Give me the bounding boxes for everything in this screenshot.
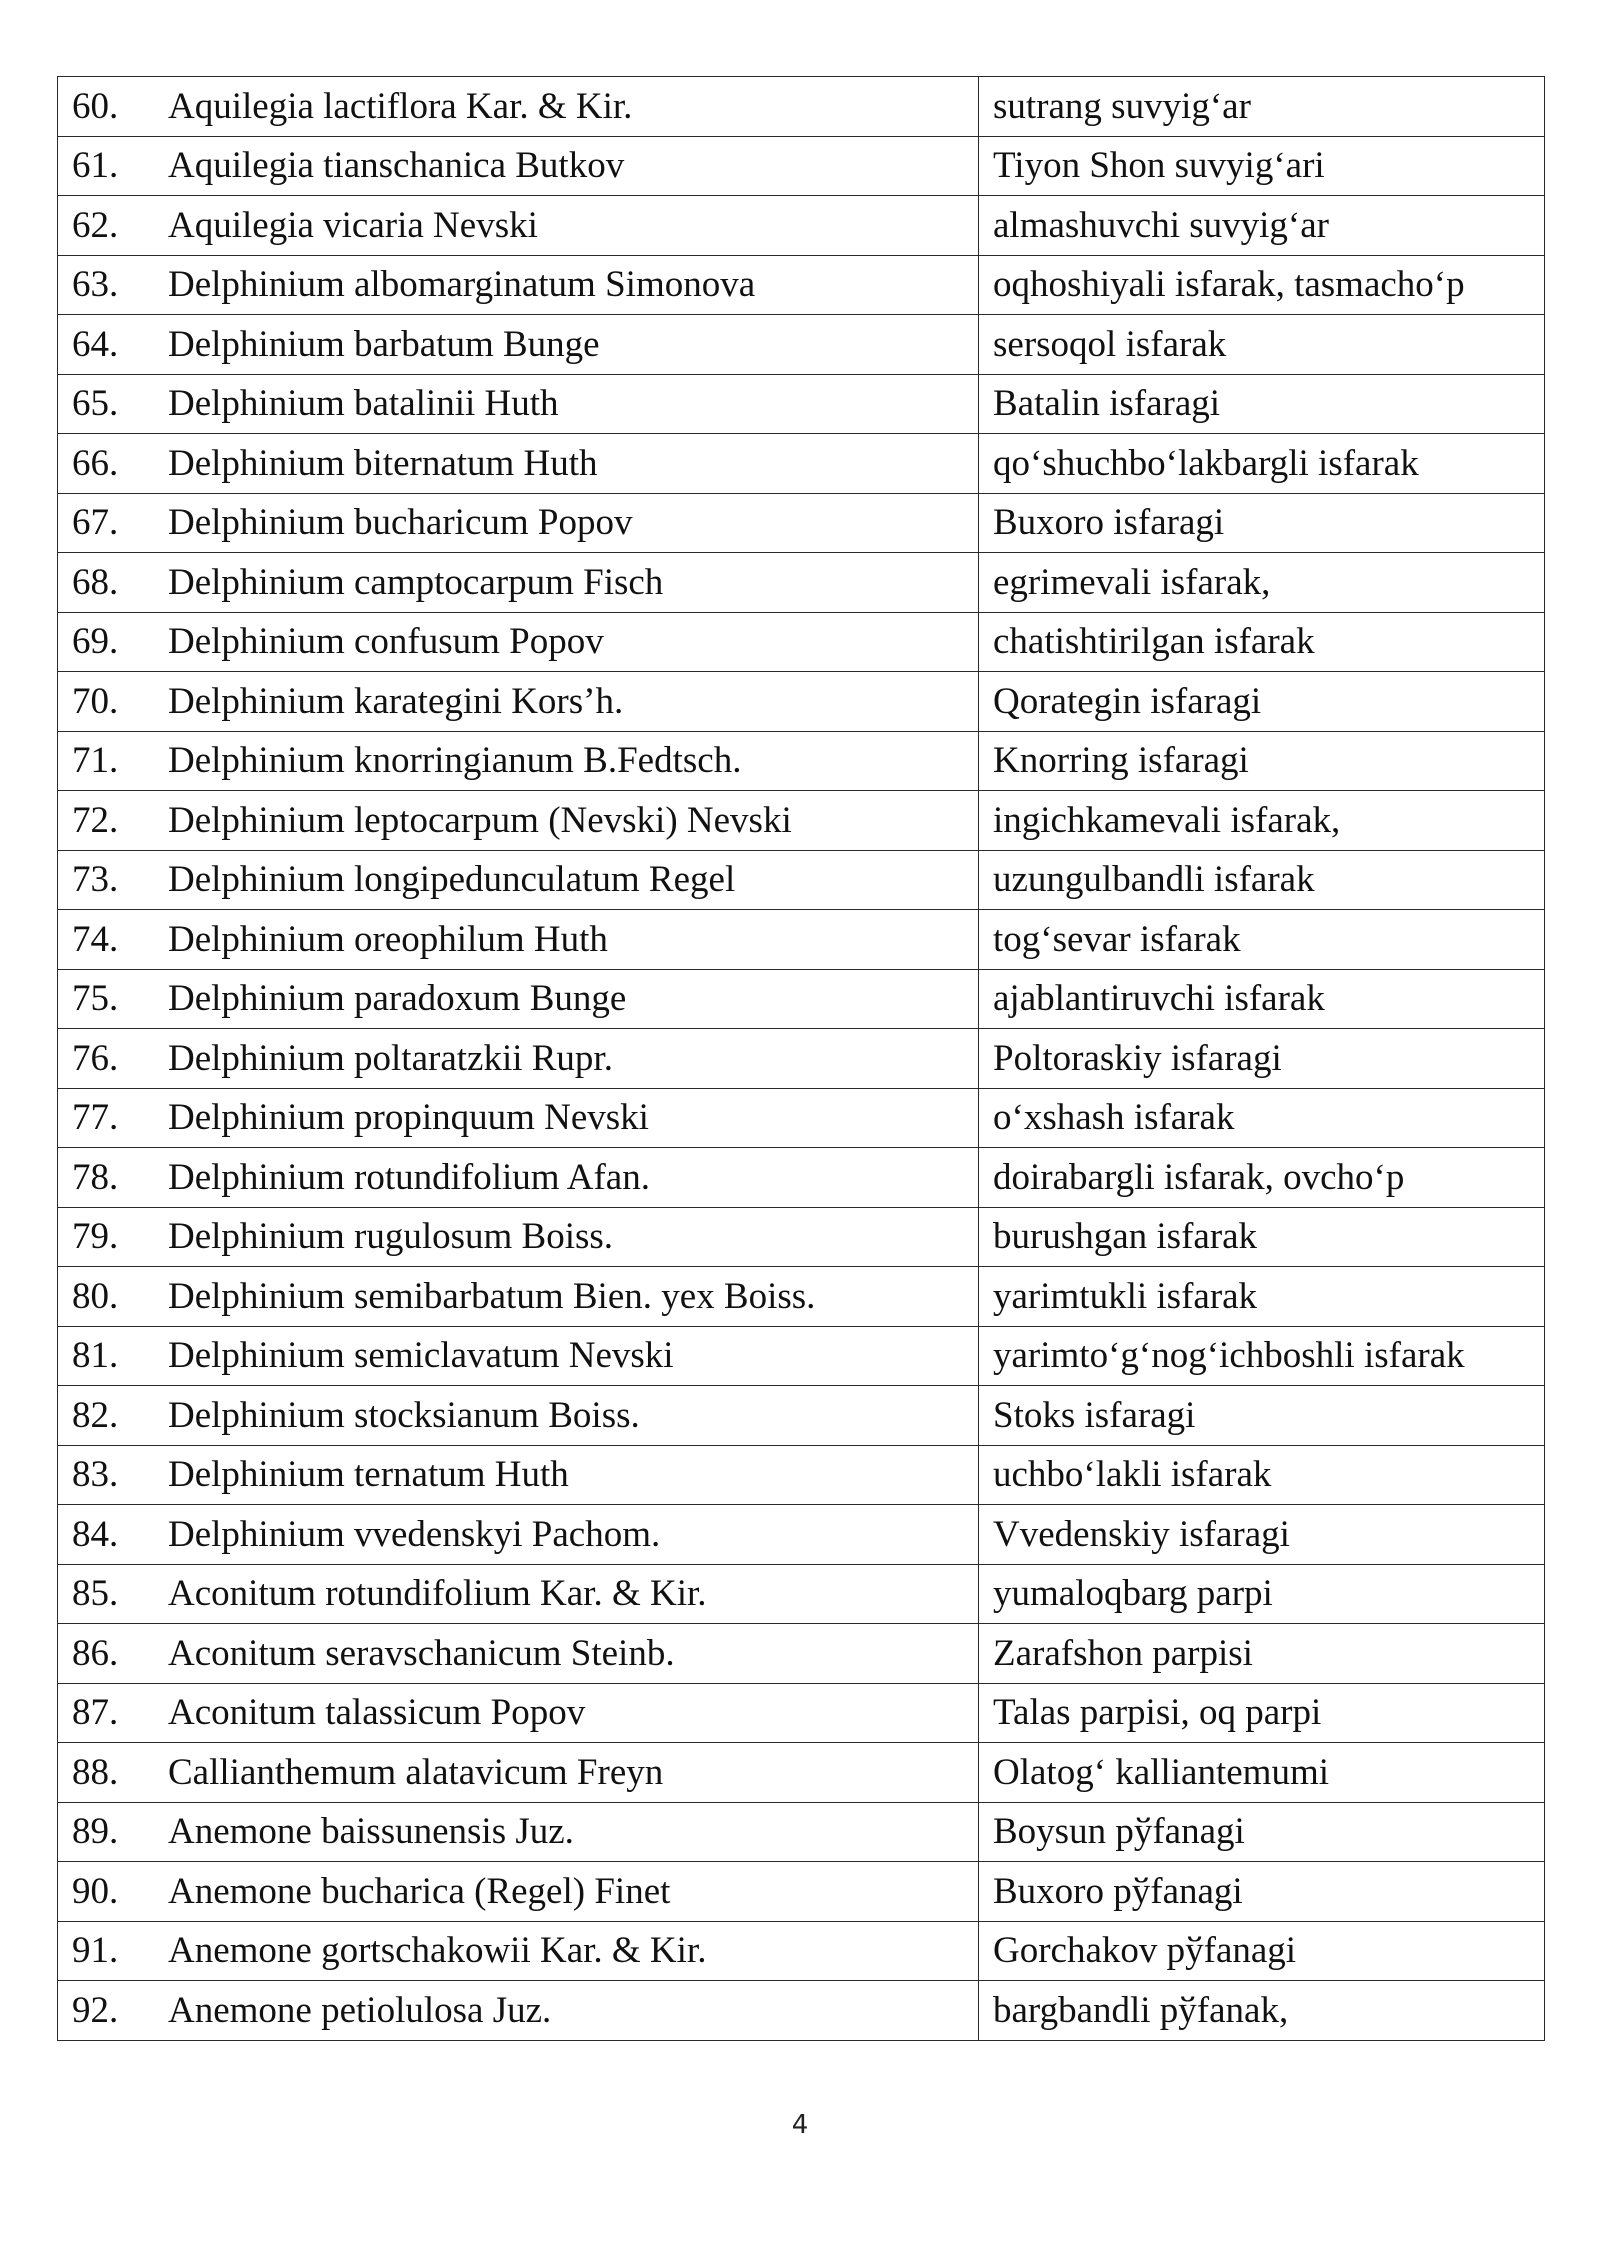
latin-name-cell	[58, 910, 979, 970]
local-name: bargbandli pўfanak,	[993, 1989, 1289, 2031]
local-name-cell	[979, 850, 1545, 910]
local-name: togʻsevar isfarak	[993, 918, 1241, 960]
latin-name-cell	[58, 77, 979, 137]
local-name: Tiyon Shon suvyigʻari	[993, 145, 1325, 187]
row-number: 70.	[72, 680, 119, 722]
local-name-cell	[979, 553, 1545, 613]
latin-name: Delphinium vvedenskyi Pachom.	[168, 1513, 661, 1555]
local-name: Boysun pўfanagi	[993, 1811, 1245, 1853]
table-row	[58, 315, 1545, 375]
latin-name: Anemone bucharica (Regel) Finet	[168, 1870, 671, 1912]
table-row	[58, 493, 1545, 553]
latin-name-cell	[58, 731, 979, 791]
latin-name-cell	[58, 315, 979, 375]
local-name-cell	[979, 1207, 1545, 1267]
row-number: 62.	[72, 204, 119, 246]
local-name-cell	[979, 196, 1545, 256]
latin-name-cell	[58, 196, 979, 256]
local-name: Gorchakov pўfanagi	[993, 1930, 1297, 1972]
table-row	[58, 791, 1545, 851]
page-number: 4	[791, 2110, 809, 2140]
row-number: 77.	[72, 1097, 119, 1139]
latin-name: Aconitum seravschanicum Steinb.	[168, 1632, 675, 1674]
table-row	[58, 255, 1545, 315]
latin-name: Anemone petiolulosa Juz.	[168, 1989, 552, 2031]
latin-name: Delphinium bucharicum Popov	[168, 502, 633, 544]
latin-name-cell	[58, 434, 979, 494]
species-table	[57, 76, 1545, 2041]
local-name-cell	[979, 1683, 1545, 1743]
table-row	[58, 1445, 1545, 1505]
table-row	[58, 1683, 1545, 1743]
local-name-cell	[979, 731, 1545, 791]
row-number: 69.	[72, 621, 119, 663]
row-number: 64.	[72, 323, 119, 365]
latin-name-cell	[58, 1683, 979, 1743]
local-name-cell	[979, 255, 1545, 315]
latin-name: Delphinium rugulosum Boiss.	[168, 1216, 614, 1258]
latin-name-cell	[58, 1981, 979, 2041]
row-number: 89.	[72, 1811, 119, 1853]
row-number: 84.	[72, 1513, 119, 1555]
local-name-cell	[979, 1326, 1545, 1386]
table-row	[58, 850, 1545, 910]
latin-name-cell	[58, 1029, 979, 1089]
local-name: Poltoraskiy isfaragi	[993, 1037, 1282, 1079]
row-number: 61.	[72, 145, 119, 187]
local-name-cell	[979, 1445, 1545, 1505]
row-number: 73.	[72, 859, 119, 901]
latin-name-cell	[58, 850, 979, 910]
local-name-cell	[979, 136, 1545, 196]
local-name-cell	[979, 612, 1545, 672]
latin-name: Aconitum talassicum Popov	[168, 1692, 586, 1734]
latin-name-cell	[58, 493, 979, 553]
table-row	[58, 1564, 1545, 1624]
local-name-cell	[979, 315, 1545, 375]
local-name-cell	[979, 1029, 1545, 1089]
latin-name-cell	[58, 1624, 979, 1684]
latin-name: Delphinium rotundifolium Afan.	[168, 1156, 650, 1198]
latin-name-cell	[58, 791, 979, 851]
table-row	[58, 1624, 1545, 1684]
latin-name: Callianthemum alatavicum Freyn	[168, 1751, 664, 1793]
latin-name: Delphinium knorringianum B.Fedtsch.	[168, 740, 742, 782]
latin-name-cell	[58, 1148, 979, 1208]
local-name-cell	[979, 1505, 1545, 1565]
latin-name-cell	[58, 1445, 979, 1505]
row-number: 71.	[72, 740, 119, 782]
row-number: 72.	[72, 799, 119, 841]
latin-name-cell	[58, 1207, 979, 1267]
latin-name: Delphinium paradoxum Bunge	[168, 978, 627, 1020]
table-row	[58, 731, 1545, 791]
table-row	[58, 553, 1545, 613]
table-row	[58, 374, 1545, 434]
row-number: 75.	[72, 978, 119, 1020]
local-name: chatishtirilgan isfarak	[993, 621, 1315, 663]
local-name: Buxoro pўfanagi	[993, 1870, 1243, 1912]
local-name: Vvedenskiy isfaragi	[993, 1513, 1290, 1555]
row-number: 88.	[72, 1751, 119, 1793]
row-number: 76.	[72, 1037, 119, 1079]
row-number: 82.	[72, 1394, 119, 1436]
latin-name-cell	[58, 1088, 979, 1148]
table-row	[58, 1088, 1545, 1148]
local-name-cell	[979, 791, 1545, 851]
latin-name: Delphinium propinquum Nevski	[168, 1097, 649, 1139]
row-number: 66.	[72, 442, 119, 484]
local-name: Buxoro isfaragi	[993, 502, 1225, 544]
local-name-cell	[979, 1921, 1545, 1981]
local-name: Qorategin isfaragi	[993, 680, 1262, 722]
row-number: 67.	[72, 502, 119, 544]
table-row	[58, 969, 1545, 1029]
row-number: 80.	[72, 1275, 119, 1317]
latin-name-cell	[58, 1802, 979, 1862]
latin-name: Delphinium semibarbatum Bien. yex Boiss.	[168, 1275, 816, 1317]
latin-name-cell	[58, 1326, 979, 1386]
local-name: ingichkamevali isfarak,	[993, 799, 1341, 841]
table-row	[58, 1326, 1545, 1386]
row-number: 90.	[72, 1870, 119, 1912]
local-name: almashuvchi suvyigʻar	[993, 204, 1329, 246]
row-number: 60.	[72, 85, 119, 127]
table-row	[58, 434, 1545, 494]
local-name-cell	[979, 493, 1545, 553]
local-name: Stoks isfaragi	[993, 1394, 1196, 1436]
latin-name-cell	[58, 1564, 979, 1624]
latin-name-cell	[58, 1743, 979, 1803]
latin-name: Delphinium barbatum Bunge	[168, 323, 600, 365]
local-name: uzungulbandli isfarak	[993, 859, 1315, 901]
latin-name-cell	[58, 1267, 979, 1327]
local-name: yarimtoʻgʻnogʻichboshli isfarak	[993, 1335, 1465, 1377]
latin-name: Delphinium camptocarpum Fisch	[168, 561, 664, 603]
row-number: 81.	[72, 1335, 119, 1377]
latin-name-cell	[58, 1505, 979, 1565]
local-name: Batalin isfaragi	[993, 383, 1221, 425]
latin-name-cell	[58, 969, 979, 1029]
local-name-cell	[979, 1624, 1545, 1684]
table-row	[58, 1207, 1545, 1267]
local-name-cell	[979, 374, 1545, 434]
latin-name: Delphinium oreophilum Huth	[168, 918, 608, 960]
latin-name: Delphinium albomarginatum Simonova	[168, 264, 756, 306]
local-name: yarimtukli isfarak	[993, 1275, 1258, 1317]
latin-name: Delphinium karategini Kors’h.	[168, 680, 624, 722]
local-name: Zarafshon parpisi	[993, 1632, 1253, 1674]
latin-name: Delphinium leptocarpum (Nevski) Nevski	[168, 799, 792, 841]
latin-name: Anemone gortschakowii Kar. & Kir.	[168, 1930, 707, 1972]
table-row	[58, 1981, 1545, 2041]
local-name-cell	[979, 910, 1545, 970]
latin-name: Anemone baissunensis Juz.	[168, 1811, 574, 1853]
local-name-cell	[979, 1743, 1545, 1803]
latin-name: Aquilegia lactiflora Kar. & Kir.	[168, 85, 633, 127]
row-number: 83.	[72, 1454, 119, 1496]
latin-name: Delphinium biternatum Huth	[168, 442, 598, 484]
local-name-cell	[979, 434, 1545, 494]
species-table-body	[58, 77, 1545, 2041]
latin-name: Aquilegia tianschanica Butkov	[168, 145, 625, 187]
latin-name-cell	[58, 553, 979, 613]
local-name-cell	[979, 1862, 1545, 1922]
table-row	[58, 1743, 1545, 1803]
table-row	[58, 910, 1545, 970]
table-row	[58, 1505, 1545, 1565]
local-name-cell	[979, 1564, 1545, 1624]
table-row	[58, 1267, 1545, 1327]
latin-name: Delphinium poltaratzkii Rupr.	[168, 1037, 613, 1079]
row-number: 74.	[72, 918, 119, 960]
row-number: 65.	[72, 383, 119, 425]
latin-name-cell	[58, 1386, 979, 1446]
row-number: 91.	[72, 1930, 119, 1972]
local-name-cell	[979, 1802, 1545, 1862]
table-row	[58, 1862, 1545, 1922]
table-row	[58, 1386, 1545, 1446]
latin-name-cell	[58, 612, 979, 672]
local-name-cell	[979, 1267, 1545, 1327]
row-number: 79.	[72, 1216, 119, 1258]
latin-name-cell	[58, 672, 979, 732]
latin-name-cell	[58, 255, 979, 315]
table-row	[58, 612, 1545, 672]
table-row	[58, 136, 1545, 196]
local-name: Knorring isfaragi	[993, 740, 1249, 782]
latin-name: Delphinium confusum Popov	[168, 621, 604, 663]
table-row	[58, 1921, 1545, 1981]
local-name: Talas parpisi, oq parpi	[993, 1692, 1322, 1734]
row-number: 86.	[72, 1632, 119, 1674]
table-row	[58, 196, 1545, 256]
latin-name: Delphinium batalinii Huth	[168, 383, 559, 425]
local-name: uchboʻlakli isfarak	[993, 1454, 1272, 1496]
latin-name: Delphinium longipedunculatum Regel	[168, 859, 736, 901]
local-name: yumaloqbarg parpi	[993, 1573, 1273, 1615]
latin-name-cell	[58, 374, 979, 434]
table-row	[58, 1148, 1545, 1208]
local-name: sutrang suvyigʻar	[993, 85, 1251, 127]
latin-name-cell	[58, 136, 979, 196]
table-row	[58, 1029, 1545, 1089]
local-name: doirabargli isfarak, ovchoʻp	[993, 1156, 1405, 1198]
local-name: oʻxshash isfarak	[993, 1097, 1235, 1139]
row-number: 87.	[72, 1692, 119, 1734]
latin-name: Delphinium stocksianum Boiss.	[168, 1394, 640, 1436]
row-number: 92.	[72, 1989, 119, 2031]
latin-name: Aconitum rotundifolium Kar. & Kir.	[168, 1573, 707, 1615]
row-number: 63.	[72, 264, 119, 306]
local-name-cell	[979, 1148, 1545, 1208]
local-name-cell	[979, 77, 1545, 137]
local-name-cell	[979, 1088, 1545, 1148]
local-name: burushgan isfarak	[993, 1216, 1258, 1258]
row-number: 68.	[72, 561, 119, 603]
local-name-cell	[979, 672, 1545, 732]
local-name: egrimevali isfarak,	[993, 561, 1271, 603]
latin-name-cell	[58, 1921, 979, 1981]
table-row	[58, 1802, 1545, 1862]
table-row	[58, 77, 1545, 137]
local-name: qoʻshuchboʻlakbargli isfarak	[993, 442, 1419, 484]
latin-name: Delphinium semiclavatum Nevski	[168, 1335, 674, 1377]
local-name-cell	[979, 969, 1545, 1029]
local-name: Olatogʻ kalliantemumi	[993, 1751, 1329, 1793]
local-name-cell	[979, 1386, 1545, 1446]
row-number: 85.	[72, 1573, 119, 1615]
latin-name: Aquilegia vicaria Nevski	[168, 204, 538, 246]
local-name: oqhoshiyali isfarak, tasmachoʻp	[993, 264, 1465, 306]
local-name: sersoqol isfarak	[993, 323, 1227, 365]
table-row	[58, 672, 1545, 732]
local-name-cell	[979, 1981, 1545, 2041]
local-name: ajablantiruvchi isfarak	[993, 978, 1325, 1020]
row-number: 78.	[72, 1156, 119, 1198]
latin-name: Delphinium ternatum Huth	[168, 1454, 569, 1496]
latin-name-cell	[58, 1862, 979, 1922]
